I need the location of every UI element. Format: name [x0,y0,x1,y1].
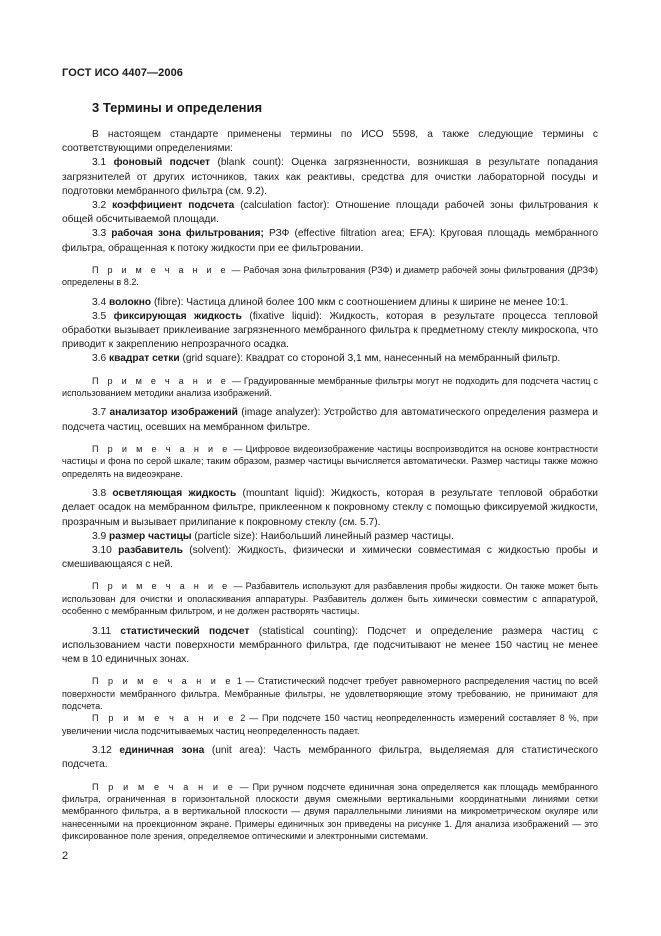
note-label: П р и м е ч а н и е [92,443,231,454]
note-text: — Градуированные мембранные фильтры могут не подходить для подсчета частиц с использованием методики анализа изображений. [62,375,598,399]
term-definition: (fixative liquid): Жидкость, которая в результате процесса тепловой обработки вызывает приклеивание загрязненного мембранного фильтра к предметному стеклу микроскопа, что приводит к закреплению непрозрачного осадка. [62,310,598,351]
term-name: единичная зона [119,745,205,757]
note-paragraph [62,781,598,843]
term-number: 3.8 [92,488,107,500]
term-name: рабочая зона фильтрования; [111,228,264,240]
term-entry [62,544,598,572]
term-name: размер частицы [109,530,192,542]
term-number: 3.11 [92,625,112,637]
section-title: 3 Термины и определения [92,100,263,115]
note-text: 1 — Статистический подсчет требует равномерного распределения частиц по всей поверхности мембранного фильтра. Мембранные фильтры, не удовлетворяющие этому требованию, не принимают для подсчета. [62,676,598,711]
term-number: 3.7 [92,407,107,419]
document-code: ГОСТ ИСО 4407—2006 [62,67,184,79]
term-name: фиксирующая жидкость [113,310,242,322]
term-number: 3.9 [92,530,107,542]
page-number: 2 [62,850,69,862]
term-number: 3.12 [92,745,112,757]
note-text: — Разбавитель используют для разбавления пробы жидкости. Он также может быть использован для очистки и ополаскивания аппаратуры. Разбавитель должен быть химически совместим с аппаратурой, особенно с мембранным фильтром, и не должен растворять частицы. [62,581,598,617]
note-label: П р и м е ч а н и е [92,676,234,687]
term-entry [62,625,598,668]
term-number: 3.2 [92,200,107,212]
term-name: осветляющая жидкость [112,488,237,500]
term-name: квадрат сетки [109,353,180,365]
term-number: 3.5 [92,310,107,322]
note-paragraph [62,712,598,737]
term-definition: (grid square): Квадрат со стороной 3,1 мм, нанесенный на мембранный фильтр. [179,353,561,365]
term-name: разбавитель [118,544,183,556]
note-paragraph [62,443,598,480]
note-label: П р и м е ч а н и е [92,264,229,275]
term-number: 3.6 [92,353,107,365]
term-entry [62,199,598,227]
term-name: коэффициент подсчета [112,200,235,212]
term-number: 3.4 [92,296,107,308]
term-entry [62,156,598,199]
note-label: П р и м е ч а н и е [92,781,236,792]
term-entry [62,744,598,772]
note-text: — Цифровое видеоизображение частицы воспроизводится на основе контрастности частицы и фона по серой шкале; таким образом, размер частицы вычисляется автоматически. Размер частицы также можно определять на видеоэкране. [62,443,598,479]
term-definition: (unit area): Часть мембранного фильтра, выделяемая для статистического подсчета. [62,745,598,771]
term-definition: (solvent): Жидкость, физически и химически совместимая с жидкостью пробы и смешивающаяся с ней. [62,544,598,571]
term-entry [62,352,598,366]
term-number: 3.10 [92,544,112,556]
note-paragraph [62,580,598,617]
term-definition: РЗФ (effective filtration area; EFA): Круговая площадь мембранного фильтра, обращенная к потоку жидкости при ее фильтровании. [62,228,598,254]
term-number: 3.3 [92,228,107,240]
term-entry [62,406,598,434]
term-definition: (image analyzer): Устройство для автоматического определения размера и подсчета частиц, осевших на мембранном фильтре. [62,407,598,433]
term-number: 3.1 [92,157,107,169]
term-definition: (blank count): Оценка загрязненности, возникшая в результате попадания загрязнителей от других источников, таких как реактивы, средства для очистки лабораторной посуды и подготовки мембранного фильтра (см. 9.2). [62,157,598,197]
term-name: анализатор изображений [109,407,238,419]
term-definition: (calculation factor): Отношение площади рабочей зоны фильтрования к общей обсчитываемой площади. [62,200,598,226]
note-text: — При ручном подсчете единичная зона определяется как площадь мембранного фильтра, ограниченная в горизонтальной плоскости двумя смежными вертикальными координатными линиями сетки мембранного фильтра, а в вертикальной плоскости — двумя параллельными линиями на микрометрическом окуляре или нанесенными на проекционном экране. Примеры единичных зон приведены на рисунке 1. Для анализа изображений — это фиксированное поле зрения, определяемое оптическими и электронными системами. [62,781,598,842]
note-paragraph [62,375,598,400]
note-text: — Рабочая зона фильтрования (РЗФ) и диаметр рабочей зоны фильтрования (ДРЗФ) определены в 8.2. [62,264,598,288]
term-entry [62,296,598,310]
term-entry [62,310,598,353]
term-definition: (mountant liquid): Жидкость, которая в результате тепловой обработки делает осадок на мембранном фильтре, приклеенном к покровному стеклу с помощью фиксируемой жидкости, прозрачным и вызывает прилипание к покровному стеклу (см. 5.7). [62,488,598,528]
term-entry [62,530,598,544]
term-definition: (fibre): Частица длиной более 100 мкм с соотношением длины к ширине не менее 10:1. [151,296,569,308]
term-entry [62,227,598,255]
note-label: П р и м е ч а н и е [92,375,229,386]
term-name: волокно [109,296,152,308]
term-entry [62,487,598,530]
term-definition: (statistical counting): Подсчет и определение размера частиц с использованием части поверхности мембранного фильтра, где подсчитывают не менее 150 частиц не менее чем в 10 единичных зонах. [62,625,599,665]
note-label: П р и м е ч а н и е [92,581,231,592]
note-label: П р и м е ч а н и е [92,713,237,724]
term-name: фоновый подсчет [113,157,211,169]
note-paragraph [62,264,598,289]
note-text: 2 — При подсчете 150 частиц неопределенность измерений составляет 8 %, при увеличении числа подсчитываемых частиц неопределенность падает. [62,713,598,736]
note-paragraph [62,675,598,712]
intro-paragraph: В настоящем стандарте применены термины по ИСО 5598, а также следующие термины с соответствующими определениями: [62,129,598,155]
term-definition: (particle size): Наибольший линейный размер частицы. [191,530,454,542]
document-body [62,128,598,843]
term-name: статистический подсчет [120,625,250,637]
